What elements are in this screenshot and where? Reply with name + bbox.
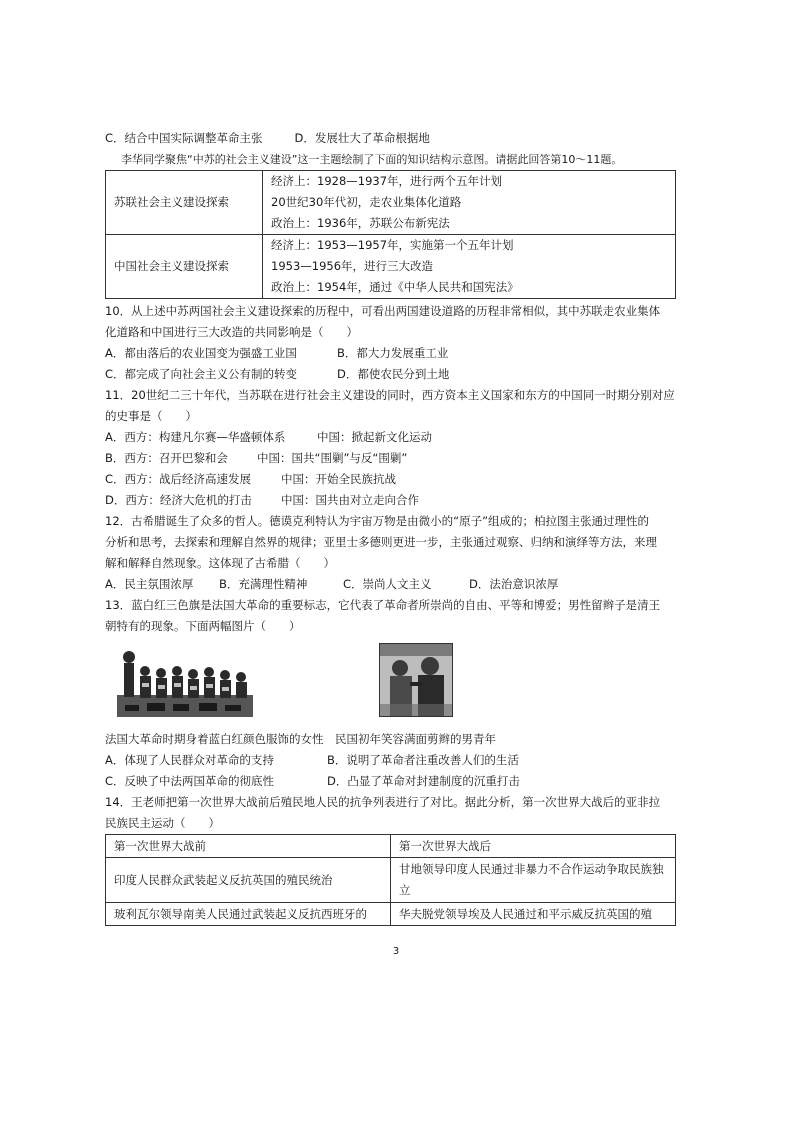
row-label: 苏联社会主义建设探索 [106, 171, 263, 235]
options-row [105, 574, 685, 595]
table-row [106, 235, 676, 299]
option-c-west: C．西方：战后经济高速发展 [105, 472, 252, 486]
option-a[interactable]: A．体现了人民群众对革命的支持 [105, 753, 274, 767]
table-cell: 印度人民群众武装起义反抗英国的殖民统治 [106, 858, 391, 903]
option-c-china: 中国：开始全民族抗战 [281, 472, 396, 486]
table-row [106, 858, 676, 903]
row-item: 经济上：1928—1937年，进行两个五年计划 [271, 174, 503, 188]
row-item: 20世纪30年代初，走农业集体化道路 [271, 195, 462, 209]
row-item: 政治上：1936年，苏联公布新宪法 [271, 216, 450, 230]
option-b[interactable]: B．充满理性精神 [219, 577, 308, 591]
question-14 [105, 792, 685, 926]
question-stem: 民族民主运动（ ） [105, 816, 220, 830]
question-stem: 11．20世纪二三十年代，当苏联在进行社会主义建设的同时，西方资本主义国家和东方的中国同一时期分别对应 [105, 388, 675, 402]
option-d[interactable]: D．法治意识浓厚 [469, 577, 559, 591]
question-stem: 化道路和中国进行三大改造的共同影响是（ ） [105, 325, 358, 339]
row-items [263, 171, 676, 235]
option-a[interactable]: A．民主氛围浓厚 [105, 577, 194, 591]
question-stem: 的史事是（ ） [105, 409, 197, 423]
table-row [106, 171, 676, 235]
option-b[interactable]: B．说明了革命者注重改善人们的生活 [327, 753, 519, 767]
table-row [106, 903, 676, 926]
knowledge-structure-table [105, 170, 676, 299]
page-number: 3 [392, 946, 400, 957]
question-stem: 14．王老师把第一次世界大战前后殖民地人民的抗争列表进行了对比。据此分析，第一次世界大战后的亚非拉 [105, 795, 661, 809]
question-10 [105, 301, 685, 385]
option-a[interactable] [105, 427, 685, 448]
question-stem: 13．蓝白红三色旗是法国大革命的重要标志，它代表了革命者所崇尚的自由、平等和博爱；男性留辫子是清王 [105, 598, 661, 612]
table-cell: 华夫脱党领导埃及人民通过和平示威反抗英国的殖 [391, 903, 676, 926]
table-cell: 玻利瓦尔领导南美人民通过武装起义反抗西班牙的 [106, 903, 391, 926]
row-item: 经济上：1953—1957年，实施第一个五年计划 [271, 238, 514, 252]
column-header: 第一次世界大战后 [391, 835, 676, 858]
option-c[interactable] [105, 469, 685, 490]
options-row [105, 364, 685, 385]
option-b-west: B．西方：召开巴黎和会 [105, 451, 228, 465]
queue-cutting-man-image [379, 643, 453, 717]
option-c[interactable]: C．崇尚人文主义 [343, 577, 432, 591]
row-label: 中国社会主义建设探索 [106, 235, 263, 299]
question-stem: 12．古希腊诞生了众多的哲人。德谟克利特认为宇宙万物是由微小的“原子”组成的；柏拉图主张通过理性的 [105, 514, 650, 528]
french-revolution-women-image [115, 647, 255, 717]
option-d-west: D．西方：经济大危机的打击 [105, 493, 252, 507]
intro-text: 李华同学聚焦“中苏的社会主义建设”这一主题绘制了下面的知识结构示意图。请据此回答第10～11题。 [121, 153, 623, 166]
row-item: 1953—1956年，进行三大改造 [271, 259, 434, 273]
option-a-west: A．西方：构建凡尔赛—华盛顿体系 [105, 430, 286, 444]
option-b[interactable] [105, 448, 685, 469]
options-row [105, 343, 685, 364]
q9-option-d[interactable]: D．发展壮大了革命根据地 [294, 131, 430, 145]
question-stem: 分析和思考，去探索和理解自然界的规律；亚里士多德则更进一步，主张通过观察、归纳和演绎等方法，来理 [105, 535, 657, 549]
comparison-table [105, 834, 676, 926]
options-row [105, 750, 685, 771]
question-images [115, 643, 685, 723]
option-d[interactable]: D．凸显了革命对封建制度的沉重打击 [327, 774, 520, 788]
option-b[interactable]: B．都大力发展重工业 [337, 346, 449, 360]
question-stem: 10．从上述中苏两国社会主义建设探索的历程中，可看出两国建设道路的历程非常相似，其中苏联走农业集体 [105, 304, 661, 318]
row-items [263, 235, 676, 299]
question-12 [105, 511, 685, 595]
option-d[interactable] [105, 490, 685, 511]
q9-option-c[interactable]: C．结合中国实际调整革命主张 [105, 131, 263, 145]
question-stem: 解和解释自然现象。这体现了古希腊（ ） [105, 556, 335, 570]
option-b-china: 中国：国共“围剿”与反“围剿” [257, 451, 408, 465]
question-11 [105, 385, 685, 511]
image-captions: 法国大革命时期身着蓝白红颜色服饰的女性 民国初年笑容满面剪辫的男青年 [105, 732, 496, 746]
question-stem: 朝特有的现象。下面两幅图片（ ） [105, 619, 301, 633]
q9-options [105, 128, 685, 149]
option-c[interactable]: C．反映了中法两国革命的彻底性 [105, 774, 275, 788]
option-a-china: 中国：掀起新文化运动 [317, 430, 432, 444]
row-item: 政治上：1954年，通过《中华人民共和国宪法》 [271, 280, 519, 294]
option-c[interactable]: C．都完成了向社会主义公有制的转变 [105, 367, 298, 381]
question-13 [105, 595, 685, 792]
option-d[interactable]: D．都使农民分到土地 [337, 367, 450, 381]
table-cell: 甘地领导印度人民通过非暴力不合作运动争取民族独立 [391, 858, 676, 903]
exam-page [105, 128, 685, 926]
option-a[interactable]: A．都由落后的农业国变为强盛工业国 [105, 346, 297, 360]
column-header: 第一次世界大战前 [106, 835, 391, 858]
options-row [105, 771, 685, 792]
table-header-row [106, 835, 676, 858]
option-d-china: 中国：国共由对立走向合作 [281, 493, 419, 507]
